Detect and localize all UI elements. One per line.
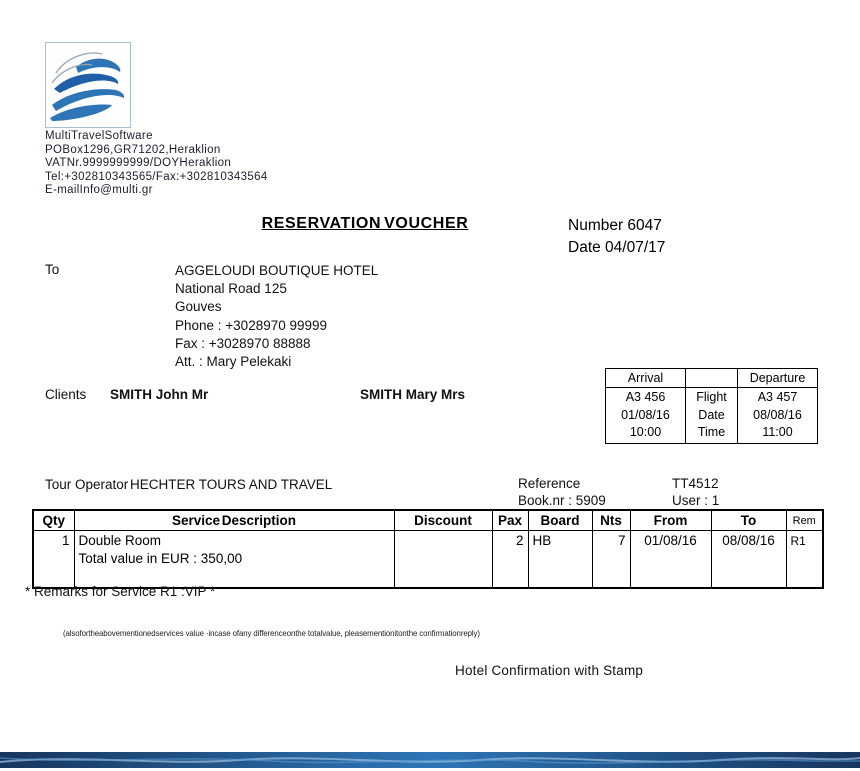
col-header-from: From: [630, 510, 711, 531]
arrival-flight: A3 456: [625, 390, 666, 404]
service-table: [32, 509, 824, 589]
arrival-date: 01/08/16: [621, 407, 670, 422]
company-logo: [45, 42, 131, 128]
col-header-discount: Discount: [394, 510, 492, 531]
company-email: E-mailInfo@multi.gr: [45, 184, 153, 197]
hotel-street: National Road 125: [175, 281, 287, 297]
hotel-city: Gouves: [175, 299, 222, 315]
company-name: MultiTravelSoftware: [45, 130, 153, 142]
flight-departure-header: Departure: [738, 369, 818, 388]
footer-wave-bar: [0, 752, 860, 768]
company-vat: VATNr.9999999999/DOYHeraklion: [45, 157, 232, 170]
cell-qty: 1: [33, 531, 74, 589]
service-row: [33, 531, 823, 589]
waves-dolphins-logo-icon: [46, 43, 130, 127]
tour-operator-name: HECHTER TOURS AND TRAVEL: [130, 477, 333, 492]
departure-flight: A3 457: [757, 390, 798, 404]
recipient-label: To: [45, 262, 60, 277]
reference-label: Reference: [518, 476, 581, 491]
cell-from: 01/08/16: [630, 531, 711, 589]
col-header-qty: Qty: [33, 510, 74, 531]
voucher-date: Date 04/07/17: [568, 239, 666, 256]
tour-operator-label: Tour Operator: [45, 477, 129, 492]
label-date: Date: [698, 407, 725, 422]
flight-departure-cell: [738, 388, 818, 444]
cell-to: 08/08/16: [711, 531, 786, 589]
fine-print: (alsofortheabovementionedservices value -incase ofany differenceonthe totalvalue, pleasementionitonthe confirmationreply): [63, 629, 480, 638]
flight-data-row: [606, 388, 818, 444]
label-time: Time: [697, 425, 726, 439]
cell-discount: [394, 531, 492, 589]
col-header-board: Board: [528, 510, 592, 531]
user-number: User : 1: [672, 493, 720, 508]
recipient-address: [175, 262, 378, 371]
clients-label: Clients: [45, 387, 87, 402]
cell-pax: 2: [492, 531, 528, 589]
departure-time: 11:00: [762, 425, 793, 439]
flight-arrival-cell: [606, 388, 686, 444]
hotel-fax: Fax : +3028970 88888: [175, 335, 311, 351]
hotel-phone: Phone : +3028970 99999: [175, 317, 328, 333]
wave-bar-icon: [0, 752, 860, 768]
hotel-name: AGGELOUDI BOUTIQUE HOTEL: [175, 263, 379, 278]
flight-labels-cell: [686, 388, 738, 444]
service-header-row: [33, 510, 823, 531]
col-header-rem: Rem: [786, 510, 823, 531]
service-description: Double Room: [78, 533, 162, 548]
stamp-note: Hotel Confirmation with Stamp: [455, 663, 644, 678]
company-phone-fax: Tel:+302810343565/Fax:+302810343564: [45, 170, 268, 183]
hotel-attention: Att. : Mary Pelekaki: [175, 354, 292, 370]
col-header-service-description: Service Description: [74, 510, 394, 531]
label-flight: Flight: [696, 390, 727, 404]
service-total-value: Total value in EUR : 350,00: [78, 551, 243, 566]
company-info: [45, 130, 268, 198]
col-header-to: To: [711, 510, 786, 531]
flight-empty-header: [686, 369, 738, 388]
service-remarks: * Remarks for Service R1 :VIP *: [25, 584, 216, 599]
company-address: POBox1296,GR71202,Heraklion: [45, 143, 221, 156]
booking-number: Book.nr : 5909: [518, 493, 606, 508]
cell-board: HB: [528, 531, 592, 589]
reference-value: TT4512: [672, 476, 719, 491]
voucher-title: RESERVATION VOUCHER: [261, 215, 469, 232]
arrival-time: 10:00: [629, 425, 662, 439]
col-header-nts: Nts: [592, 510, 630, 531]
voucher-number-date: [568, 215, 665, 259]
flight-arrival-header: Arrival: [606, 369, 686, 388]
client-name-1: SMITH John Mr: [110, 387, 209, 402]
col-header-pax: Pax: [492, 510, 528, 531]
client-name-2: SMITH Mary Mrs: [360, 387, 466, 402]
departure-date: 08/08/16: [753, 407, 802, 422]
cell-nts: 7: [592, 531, 630, 589]
cell-rem: R1: [786, 531, 823, 589]
flight-header-row: [606, 369, 818, 388]
voucher-number: Number 6047: [568, 217, 662, 234]
flight-table: [605, 368, 818, 444]
cell-description: [74, 531, 394, 589]
